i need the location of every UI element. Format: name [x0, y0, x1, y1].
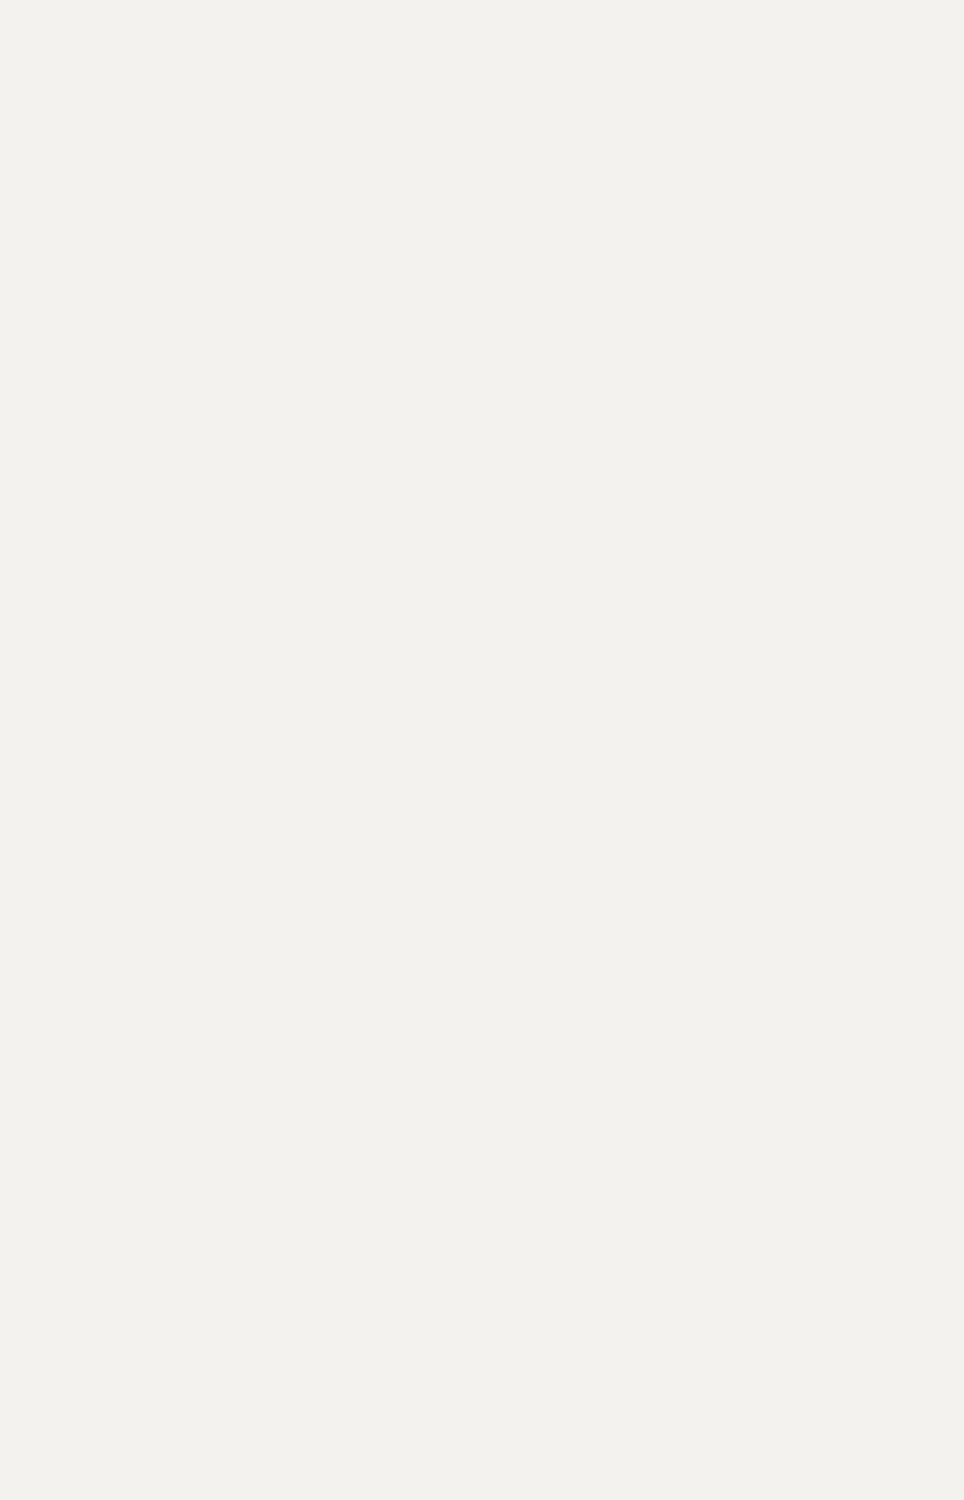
- columnar-epithelium-illustration: [598, 338, 826, 628]
- cell-figure: [598, 338, 826, 632]
